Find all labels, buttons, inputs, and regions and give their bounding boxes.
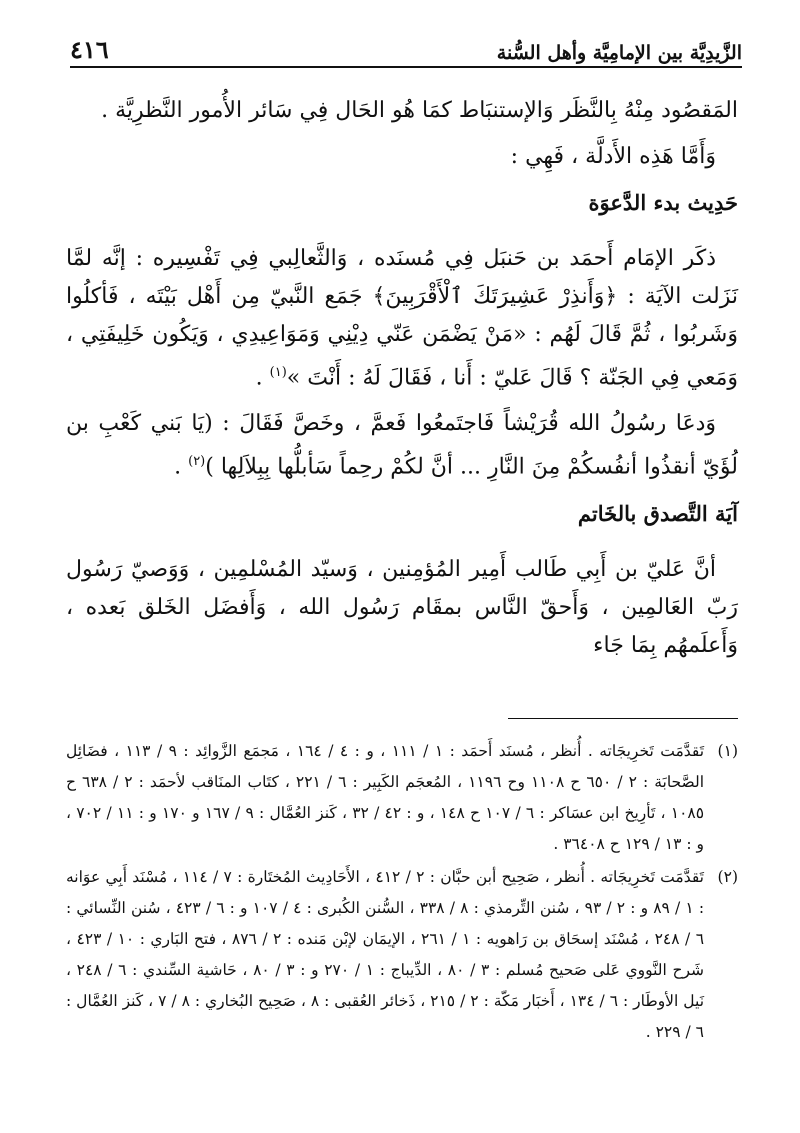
footnote-ref-1: (١): [269, 365, 287, 380]
footnote-ref-2: (٢): [188, 454, 206, 470]
footnote-text: تَقدَّمَت تَخرِيجَاته . أُنظر ، مُسنَد أَحمَد : ١ / ١١١ ، و : ٤ / ١٦٤ ، مَجمَع الزَّوائِد : ٩ / ١١٣ ، فضَائِل الصَّحابَة : ٢ / ٦٥٠ ح ١١٠٨ وح ١١٩٦ ، المُعجَم الكَبِير : ٦ / ٢٢١ ، كتَاب المنَاقب لأحمَد : ٢ / ٦٣٨ ح ١٠٨٥ ، تَأرِيخ ابن عسَاكر : ٦ / ١٠٧ ح ١٤٨ ، و : ٤٢ / ٣٢ ، كَنز العُمَّال : ٩ / ١٦٧ و ١٧٠ و : ١١ / ٧٠٢ ، و : ١٣ / ١٢٩ ح ٣٦٤٠٨ .: [66, 742, 705, 853]
section-heading-ring: آيَة التَّصدق بالخَاتم: [577, 500, 738, 526]
paragraph-3-text: ذكَر الإمَام أَحمَد بن حَنبَل فِي مُسنَده ، وَالثَّعالِبي فِي تَفْسِيره : إنَّه لمَّا نَزَلت الآيَة : ﴿وَأَنذِرْ عَشِيرَتَكَ ٱلْأَقْرَبِينَ﴾ جَمَع النَّبيّ مِن أَهْل بَيْتَه ، فَأكلُوا وَشَربُوا ، ثُمَّ قَالَ لَهُم : «مَنْ يَضْمَن عَنّي دِيْنِي وَمَوَاعِيدِي ، وَيَكُون خَلِيفَتِي ، وَمَعي فِي الجَنّة ؟ قَالَ عَليّ : أَنا ، فَقَالَ لَهُ : أَنْتَ »: [66, 246, 738, 391]
section-heading-dawa: حَدِيث بدء الدَّعوَة: [588, 190, 738, 215]
footnote-2: [66, 862, 738, 1048]
footnote-number: (١): [717, 742, 738, 760]
footnotes: [66, 736, 738, 1050]
footnote-number: (٢): [717, 868, 738, 886]
paragraph-4-text: وَدعَا رسُولُ الله قُرَيْشاً فَاجتَمعُوا فَعمَّ ، وخَصَّ فَقَالَ : (يَا بَني كَعْبِ بن لُؤَيّ أنقذُوا أنفُسكُمْ مِنَ النَّارِ ... أنَّ لكُمْ رحِماً سَأبلُّها بِبِلاَلِها ): [66, 411, 738, 480]
paragraph-1: المَقصُود مِنْهُ بِالنَّظَر وَالإستنبَاط كمَا هُو الحَال فِي سَائر الأُمور النَّظرِيَّة .: [101, 98, 738, 123]
paragraph-5: أنَّ عَليّ بن أَبِي طَالب أَمِير المُؤمِنين ، وَسيّد المُسْلمِين ، وَوَصيّ رَسُول رَبّ العَالمِين ، وَأَحقّ النَّاس بمقَام رَسُول الله ، وَأَفضَل الخَلق بَعده ، وَأَعلَمهُم بِمَا جَاء: [66, 556, 738, 658]
footnote-1: [66, 736, 738, 860]
running-title: الزَّيدِيَّة بين الإمامِيَّة وأهل السُّنة: [496, 42, 742, 64]
paragraph-2: وَأَمَّا هَذِه الأَدلَّة ، فَهِي :: [510, 144, 716, 169]
running-header: [70, 30, 742, 64]
header-rule: [70, 66, 742, 68]
footnote-text: تَقدَّمَت تَخرِيجَاته . أُنظر ، صَحِيح أبن حبَّان : ٢ / ٤١٢ ، الأَحَادِيث المُختَارة : ٧ / ١١٤ ، مُسْنَد أَبِي عوَانه : ١ / ٨٩ و : ٢ / ٩٣ ، سُنن التِّرمذي : ٨ / ٣٣٨ ، السُّنن الكُبرى : ٤ / ١٠٧ و : ٦ / ٤٢٣ ، سُنن النِّسائي : ٦ / ٢٤٨ ، مُسْنَد إسحَاق بن رَاهويه : ١ / ٢٦١ ، الإيمَان لإبْن مَنده : ٢ / ٨٧٦ ، فتح البَاري : ١٠ / ٤٢٣ ، شَرح النَّووي عَلى صَحيح مُسلم : ٣ / ٨٠ ، الدِّيباج : ١ / ٢٧٠ و : ٣ / ٨٠ ، حَاشية السِّندي : ٦ / ٢٤٨ ، نَيل الأوطَار : ٦ / ١٣٤ ، أَخبَار مَكّة : ٢ / ٢١٥ ، ذَخائر العُقبى : ٨ ، صَحِيح البُخاري : ٨ / ٧ ، كَنز العُمَّال : ٦ / ٢٢٩ .: [66, 868, 705, 1041]
main-text: [66, 92, 738, 673]
page-number: ٤١٦: [70, 35, 109, 64]
paragraph-4: وَدعَا رسُولُ الله قُرَيْشاً فَاجتَمعُوا فَعمَّ ، وخَصَّ فَقَالَ : (يَا بَني كَعْبِ بن لُؤَيّ أنقذُوا أنفُسكُمْ مِنَ النَّارِ ... أنَّ لكُمْ رحِماً سَأبلُّها بِبِلاَلِها )$^{(٢)}$ .: [66, 411, 738, 480]
footnote-separator: [508, 718, 738, 719]
paragraph-3: ذكَر الإمَام أَحمَد بن حَنبَل فِي مُسنَده ، وَالثَّعالِبي فِي تَفْسِيره : إنَّه لمَّا نَزَلت الآيَة : ﴿وَأَنذِرْ عَشِيرَتَكَ ٱلْأَقْرَبِينَ﴾ جَمَع النَّبيّ مِن أَهْل بَيْتَه ، فَأكلُوا وَشَربُوا ، ثُمَّ قَالَ لَهُم : «مَنْ يَضْمَن عَنّي دِيْنِي وَمَوَاعِيدِي ، وَيَكُون خَلِيفَتِي ، وَمَعي فِي الجَنّة ؟ قَالَ عَليّ : أَنا ، فَقَالَ لَهُ : أَنْتَ »$^{(١)}$ .: [66, 246, 738, 391]
